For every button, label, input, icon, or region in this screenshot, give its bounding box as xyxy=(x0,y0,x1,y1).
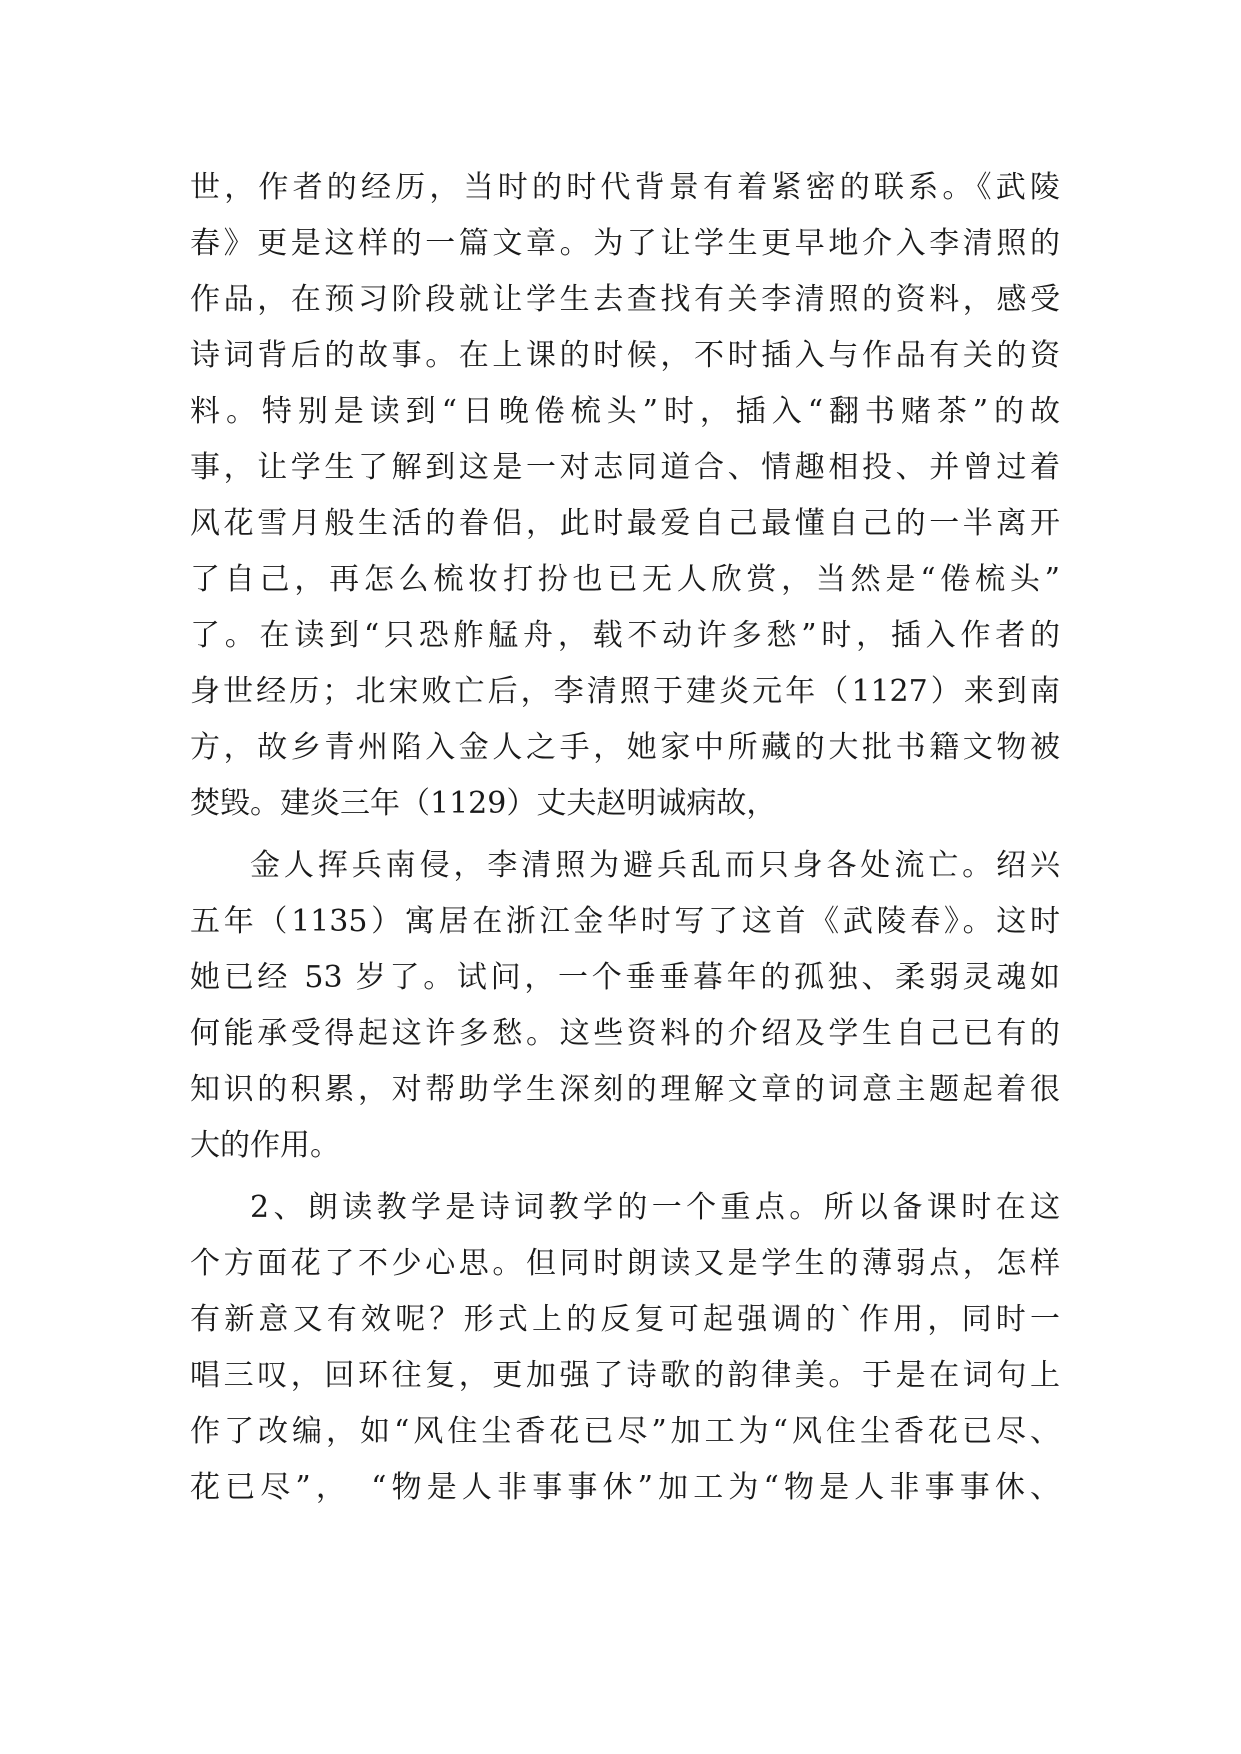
text-line: 诗词背后的故事。在上课的时候，不时插入与作品有关的资 xyxy=(190,338,1060,373)
text-line: 了。在读到“只恐舴艋舟，载不动许多愁”时，插入作者的 xyxy=(190,618,1060,653)
text-line: 五年（1135）寓居在浙江金华时写了这首《武陵春》。这时 xyxy=(190,904,1060,939)
text-line: 春》更是这样的一篇文章。为了让学生更早地介入李清照的 xyxy=(190,226,1060,261)
text-line: 大的作用。 xyxy=(190,1128,340,1163)
text-line-indented: 金人挥兵南侵，李清照为避兵乱而只身各处流亡。绍兴 xyxy=(250,848,1060,883)
text-line: 唱三叹，回环往复，更加强了诗歌的韵律美。于是在词句上 xyxy=(190,1358,1060,1393)
text-line: 她已经 53 岁了。试问，一个垂垂暮年的孤独、柔弱灵魂如 xyxy=(190,960,1060,995)
text-line-indented: 2、朗读教学是诗词教学的一个重点。所以备课时在这 xyxy=(250,1190,1060,1225)
text-line: 身世经历；北宋败亡后，李清照于建炎元年（1127）来到南 xyxy=(190,674,1060,709)
text-line: 有新意又有效呢？形式上的反复可起强调的`作用，同时一 xyxy=(190,1302,1060,1337)
text-line: 世，作者的经历，当时的时代背景有着紧密的联系。《武陵 xyxy=(190,170,1060,205)
text-line: 何能承受得起这许多愁。这些资料的介绍及学生自己已有的 xyxy=(190,1016,1060,1051)
text-line: 作了改编，如“风住尘香花已尽”加工为“风住尘香花已尽、 xyxy=(190,1414,1060,1449)
text-line: 事，让学生了解到这是一对志同道合、情趣相投、并曾过着 xyxy=(190,450,1060,485)
text-line: 了自己，再怎么梳妆打扮也已无人欣赏，当然是“倦梳头” xyxy=(190,562,1060,597)
text-line: 方，故乡青州陷入金人之手，她家中所藏的大批书籍文物被 xyxy=(190,730,1060,765)
text-line: 料。特别是读到“日晚倦梳头”时，插入“翻书赌茶”的故 xyxy=(190,394,1060,429)
text-line: 焚毁。建炎三年（1129）丈夫赵明诚病故， xyxy=(190,786,777,821)
text-line: 个方面花了不少心思。但同时朗读又是学生的薄弱点，怎样 xyxy=(190,1246,1060,1281)
text-line: 风花雪月般生活的眷侣，此时最爱自己最懂自己的一半离开 xyxy=(190,506,1060,541)
text-line: 知识的积累，对帮助学生深刻的理解文章的词意主题起着很 xyxy=(190,1072,1060,1107)
text-line: 花已尽”， “物是人非事事休”加工为“物是人非事事休、 xyxy=(190,1470,1060,1505)
text-line: 作品，在预习阶段就让学生去查找有关李清照的资料，感受 xyxy=(190,282,1060,317)
